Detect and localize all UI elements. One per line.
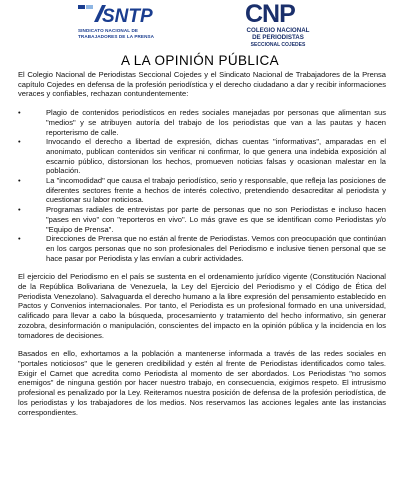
sntp-line-1: SINDICATO NACIONAL DE (78, 28, 139, 33)
bullet-list (18, 108, 386, 263)
intro-paragraph: El Colegio Nacional de Periodistas Seccional Cojedes y el Sindicato Nacional de Trabajadores de la Prensa capítulo Cojedes en defensa de la profesión periodística y el derecho ciudadano a dar y recibir informaciones veraces y confiables, rechazan contundentemente: (18, 70, 386, 99)
cnp-line-2: DE PERIODISTAS (252, 34, 304, 41)
cnp-line-1: COLEGIO NACIONAL (246, 27, 310, 34)
bullet-icon: • (18, 108, 21, 118)
bullet-icon: • (18, 137, 21, 147)
sntp-line-2: TRABAJADORES DE LA PRENSA (78, 34, 155, 39)
header (0, 0, 400, 52)
list-item-text: La "incomodidad" que causa el trabajo periodístico, serio y responsable, que refleja las posiciones de diferentes sectores frente a hechos de interés colectivo, pretendiendo desacreditar al periodista y cuestionar su labor noticiosa. (46, 176, 386, 205)
sntp-logo-text: SNTP (102, 6, 153, 27)
list-item (18, 234, 386, 263)
sntp-logo-block (78, 2, 178, 50)
closing-paragraph: Basados en ello, exhortamos a la población a mantenerse informada a través de las redes sociales en "portales noticiosos" que le generen credibilidad y estén al frente de Periodistas identificados como tales. Exigir el Carnet que acredita como Periodista al momento de ser abordados. Los Periodistas "no somos enemigos" de ninguna gestión por hacer nuestro trabajo, en consecuencia, exigimos respeto. El intrusismo profesional es penalizado por la Ley. Reiteramos nuestra posición de defensa de la profesión periodística, de los periodistas y los trabajadores de los medios. Nos reservamos las acciones legales ante las instancias correspondientes. (18, 349, 386, 417)
list-item (18, 176, 386, 205)
cnp-logo-text: CNP (245, 0, 295, 28)
sntp-logo (78, 2, 153, 27)
list-item-text: Programas radiales de entrevistas por parte de personas que no son Periodistas e incluso hacen "pases en vivo" con "reporteros en vivo". Lo más grave es que se identifican como Periodistas y/o "Equipo de Prensa". (46, 205, 386, 234)
list-item (18, 108, 386, 137)
cnp-line-3: SECCIONAL COJEDES (250, 42, 306, 48)
list-item (18, 205, 386, 234)
document-body (18, 70, 386, 426)
cnp-logo-block (218, 0, 338, 50)
list-item (18, 137, 386, 176)
legal-basis-paragraph: El ejercicio del Periodismo en el país se sustenta en el ordenamiento jurídico vigente (Constitución Nacional de la República Bolivariana de Venezuela, la Ley del Ejercicio del Periodismo y el Código de Ética del Periodista Venezolano). Salvaguarda el derecho humano a la libre expresión del pensamiento establecido en Pactos y Convenios internacionales. Por tanto, el Periodista es un profesional formado en una universidad, calificado para llevar a cabo la búsqueda, procesamiento y tratamiento del hecho informativo, sin generar zozobra, desinformación o manipulación, conscientes del impacto en la opinión pública y la incidencia en los tomadores de decisiones. (18, 272, 386, 340)
page-title: A LA OPINIÓN PÚBLICA (120, 53, 280, 68)
list-item-text: Invocando el derecho a libertad de expresión, dichas cuentas "informativas", amparadas en el anonimato, publican contenidos sin verificar ni confirmar, lo que genera una indebida exposición al escarnio público, distorsionan los hechos, promueven noticias falsas y ocasionan malestar en la población. (46, 137, 386, 176)
bullet-icon: • (18, 205, 21, 215)
list-item-text: Direcciones de Prensa que no están al frente de Periodistas. Vemos con preocupación que continúan en los cargos personas que no son profesionales del Periodismo e inclusive tienen personal que se hace pasar por Periodista y las envían a cubrir actividades. (46, 234, 386, 263)
list-item-text: Plagio de contenidos periodísticos en redes sociales manejadas por personas que alimentan sus "medios" y se atribuyen autoría del trabajo de los periodistas que van a las pautas y hacen reporterismo de calle. (46, 108, 386, 137)
bullet-icon: • (18, 176, 21, 186)
cnp-logo (244, 0, 300, 26)
bullet-icon: • (18, 234, 21, 244)
